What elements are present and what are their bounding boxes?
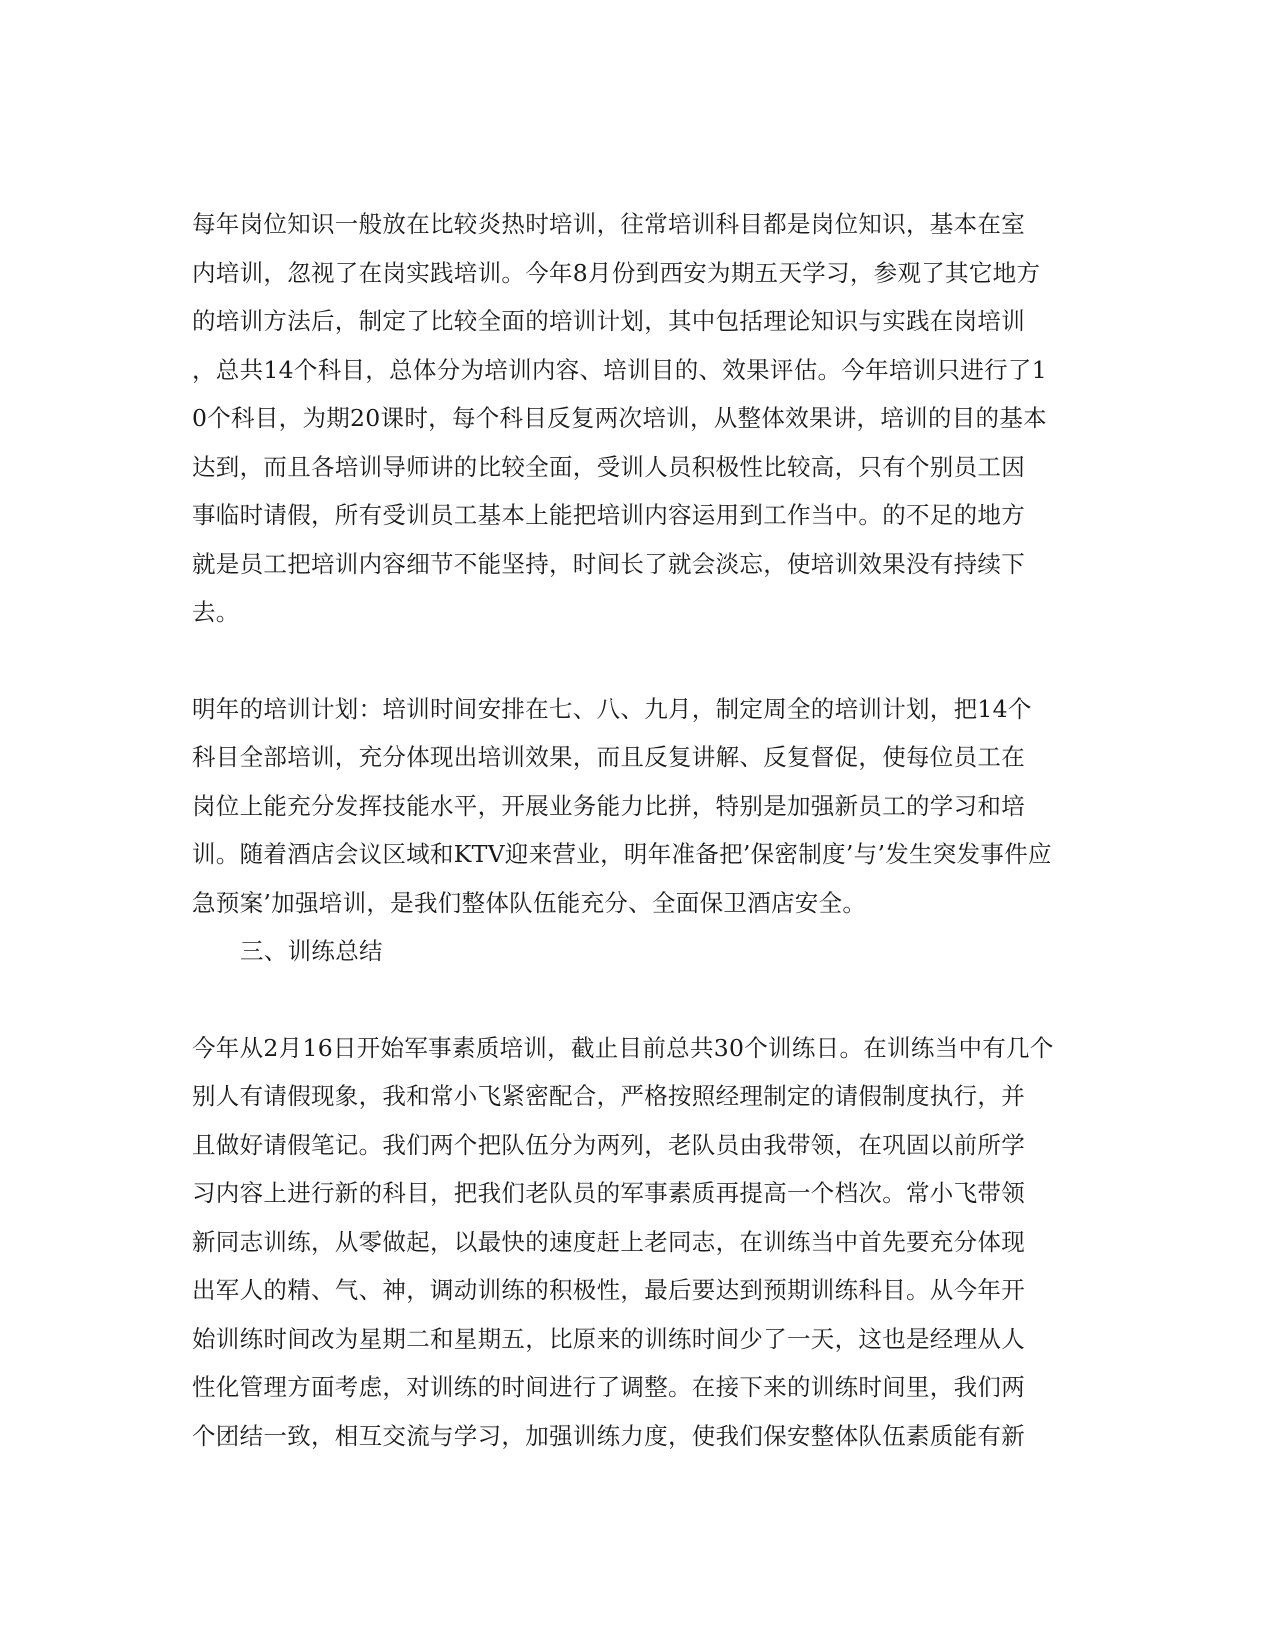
paragraph-gap <box>192 637 1082 685</box>
paragraph-military-training: 今年从2月16日开始军事素质培训，截止目前总共30个训练日。在训练当中有几个 别人有请假现象，我和常小飞紧密配合，严格按照经理制定的请假制度执行，并 且做好请假笔记。我们两个把队伍分为两列，老队员由我带领，在巩固以前所学 习内容上进行新的科目，把我们老队员的军事素质再提高一个档次。常小飞带领 新同志训练，从零做起，以最快的速度赶上老同志，在训练当中首先要充分体现 出军人的精、气、神，调动训练的积极性，最后要达到预期训练科目。从今年开 始训练时间改为星期二和星期五，比原来的训练时间少了一天，这也是经理从人 性化管理方面考虑，对训练的时间进行了调整。在接下来的训练时间里，我们两 个团结一致，相互交流与学习，加强训练力度，使我们保安整体队伍素质能有新 <box>192 1033 1054 1450</box>
section-heading-training-summary: 三、训练总结 <box>240 937 383 965</box>
paragraph-next-year-plan: 明年的培训计划：培训时间安排在七、八、九月，制定周全的培训计划，把14个 科目全部培训，充分体现出培训效果，而且反复讲解、反复督促，使每位员工在 岗位上能充分发挥技能水平，开展业务能力比拼，特别是加强新员工的学习和培 训。随着酒店会议区域和KTV迎来营业，明年准备把’保密制度’与’发生突发事件应 急预案’加强培训，是我们整体队伍能充分、全面保卫酒店安全。 <box>192 694 1052 917</box>
paragraph-training-review: 每年岗位知识一般放在比较炎热时培训，往常培训科目都是岗位知识，基本在室 内培训，忽视了在岗实践培训。今年8月份到西安为期五天学习，参观了其它地方 的培训方法后，制定了比较全面的培训计划，其中包括理论知识与实践在岗培训 ，总共14个科目，总体分为培训内容、培训目的、效果评估。今年培训只进行了1 0个科目，为期20课时，每个科目反复两次培训，从整体效果讲，培训的目的基本 达到，而且各培训导师讲的比较全面，受训人员积极性比较高，只有个别员工因 事临时请假，所有受训员工基本上能把培训内容运用到工作当中。的不足的地方 就是员工把培训内容细节不能坚持，时间长了就会淡忘，使培训效果没有持续下 去。 <box>192 210 1047 626</box>
paragraph-gap <box>192 976 1082 1024</box>
document-body <box>192 200 1082 1460</box>
